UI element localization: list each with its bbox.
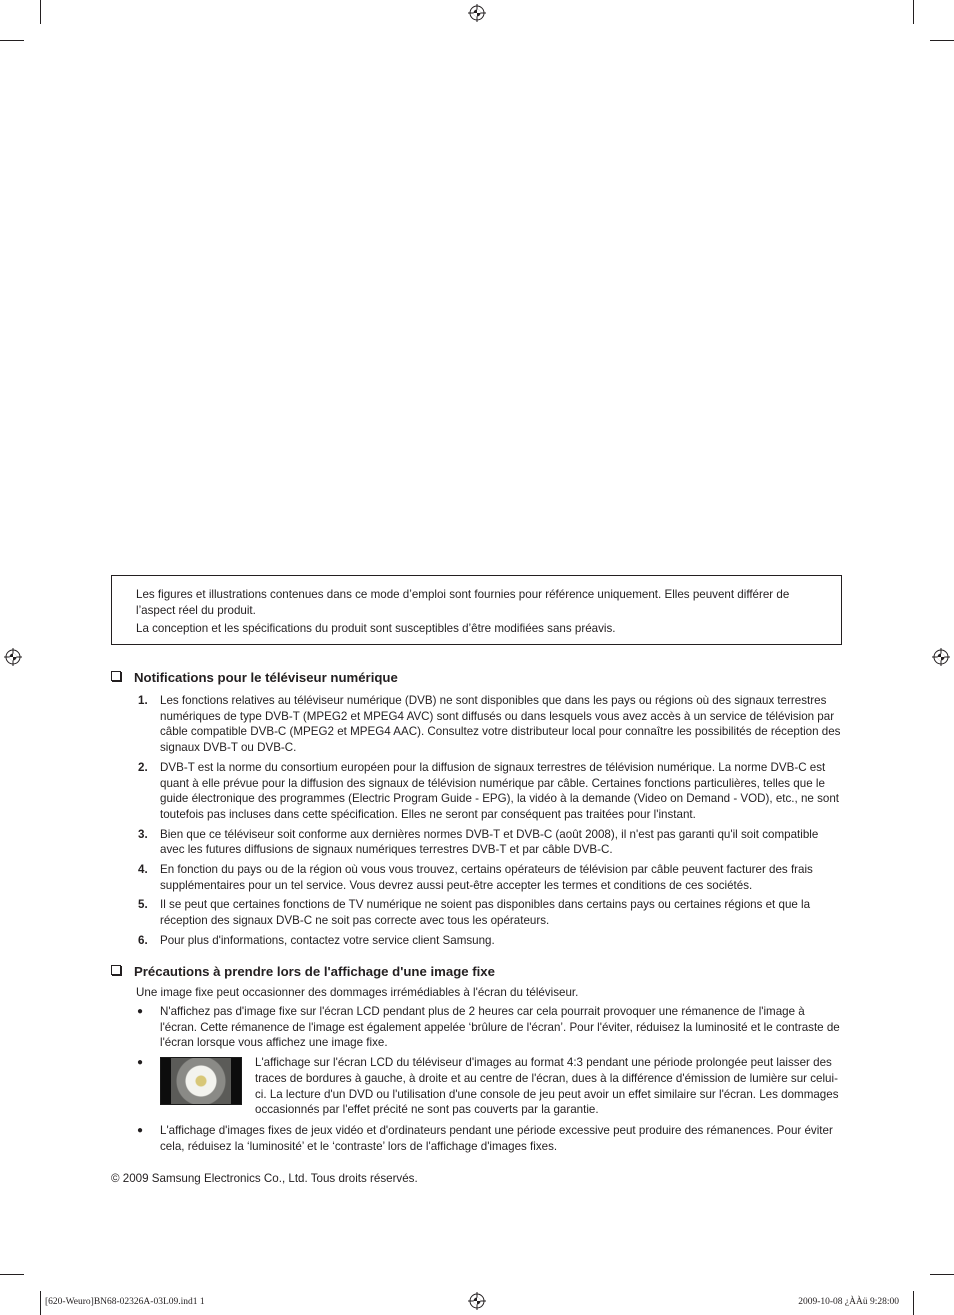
- item-text: Bien que ce téléviseur soit conforme aux dernières normes DVB-T et DVB-C (août 2008), il n'est pas garanti qu'il soit compatible avec les futures diffusions de signaux numériques terrestres DVB-T et par câble DVB-C.: [160, 827, 819, 857]
- print-slug-timestamp: 2009-10-08 ¿ÀÀü 9:28:00: [798, 1297, 899, 1307]
- crop-mark: [0, 40, 24, 41]
- item-number: 1.: [138, 694, 148, 707]
- crop-mark: [930, 1274, 954, 1275]
- bullet-icon: ●: [137, 1125, 144, 1137]
- item-text: N'affichez pas d'image fixe sur l'écran LCD pendant plus de 2 heures car cela pourrait provoquer une rémanence de l'image à l'écran. Cette rémanence de l'image est également appelée ‘brûlure de l'écran’. Pour l'éviter, réduisez la luminosité et le contraste de l'écran lorsque vous affichez une image fixe.: [160, 1005, 840, 1050]
- copyright-notice: © 2009 Samsung Electronics Co., Ltd. Tous droits réservés.: [111, 1172, 418, 1185]
- bullet-list: [111, 1004, 841, 1159]
- section-title: Notifications pour le téléviseur numérique: [134, 670, 398, 685]
- checkbox-bullet-icon: [111, 965, 121, 975]
- crop-mark: [913, 1291, 914, 1315]
- item-text: Les fonctions relatives au téléviseur numérique (DVB) ne sont disponibles que dans les pays ou régions où des signaux terrestres numériques de type DVB-T (MPEG2 et MPEG4 AVC) sont diffusés ou dans lesquels vous avez accès à un service de télévision par câble compatible DVB-C (MPEG2 et MPEG4 AAC). Consultez votre distributeur local pour connaître les possibilités de réception des signaux DVB-T ou DVB-C.: [160, 694, 841, 755]
- list-item: [111, 693, 841, 756]
- item-text: Pour plus d'informations, contactez votre service client Samsung.: [160, 933, 495, 947]
- item-text: L'affichage d'images fixes de jeux vidéo et d'ordinateurs pendant une période excessive peut produire des rémanences. Pour éviter cela, réduisez la ‘luminosité’ et le ‘contraste’ lors de l'affichage d'images fixes.: [160, 1124, 833, 1153]
- crop-mark: [913, 0, 914, 24]
- item-text: DVB-T est la norme du consortium européen pour la diffusion de signaux terrestres de télévision numérique. La norme DVB-C est quant à elle prévue pour la diffusion des signaux de télévision numérique par câble. Certaines fonctions particulières, telles que le guide électronique des programmes (Electric Program Guide - EPG), la vidéo à la demande (Video on Demand - VOD), etc., ne sont toutefois pas incluses dans cette spécification. Elles ne seront par conséquent pas traitées pour l'instant.: [160, 760, 839, 821]
- list-item: [111, 760, 841, 823]
- list-item: [111, 1123, 841, 1154]
- item-number: 5.: [138, 898, 148, 912]
- registration-mark-icon: [932, 648, 950, 666]
- disclaimer-paragraph: La conception et les spécifications du produit sont susceptibles d’être modifiées sans préavis.: [136, 622, 616, 635]
- item-text: L'affichage sur l'écran LCD du téléviseur d'images au format 4:3 pendant une période prolongée peut laisser des traces de bordures à gauche, à droite et au centre de l'écran, dues à la différence d'émission de lumière sur celui-ci. La lecture d'un DVD ou l'utilisation d'une console de jeu peut avoir un effet similaire sur l'écran. Les dommages occasionnés par l'effet précité ne sont pas couverts par la garantie.: [255, 1056, 839, 1117]
- registration-mark-icon: [4, 648, 22, 666]
- item-number: 2.: [138, 760, 148, 774]
- disclaimer-box: [111, 575, 842, 645]
- section-heading-still-image: [111, 964, 495, 980]
- list-item: [111, 1004, 841, 1051]
- crop-mark: [40, 1291, 41, 1315]
- crop-mark: [40, 0, 41, 24]
- disclaimer-paragraph: Les figures et illustrations contenues dans ce mode d’emploi sont fournies pour référence uniquement. Elles peuvent différer de l’aspect réel du produit.: [136, 588, 790, 617]
- bullet-icon: ●: [137, 1006, 144, 1017]
- item-text: Il se peut que certaines fonctions de TV numérique ne soient pas disponibles dans certains pays ou certaines régions et que la réception des signaux DVB-C ne soit pas correcte avec tous les opérateurs.: [160, 898, 811, 928]
- list-item: [111, 827, 841, 858]
- tv-still-image-thumbnail: [160, 1057, 242, 1105]
- section-title: Précautions à prendre lors de l'affichage d'une image fixe: [134, 964, 495, 979]
- registration-mark-icon: [468, 1292, 486, 1310]
- numbered-list: [111, 693, 841, 953]
- checkbox-bullet-icon: [111, 671, 121, 681]
- crop-mark: [930, 40, 954, 41]
- list-item-with-image: [111, 1055, 841, 1119]
- bullet-icon: ●: [137, 1057, 144, 1069]
- list-item: [111, 897, 841, 928]
- registration-mark-icon: [468, 4, 486, 22]
- item-number: 4.: [138, 863, 148, 877]
- list-item: [111, 933, 841, 949]
- item-text: En fonction du pays ou de la région où vous vous trouvez, certains opérateurs de télévision par câble peuvent facturer des frais supplémentaires pour un tel service. Vous devrez aussi peut-être accepter les termes et conditions de ces sociétés.: [160, 863, 813, 892]
- flower-image: [171, 1058, 231, 1104]
- section-intro: Une image fixe peut occasionner des dommages irrémédiables à l'écran du téléviseur.: [136, 986, 579, 999]
- item-number: 3.: [138, 827, 148, 841]
- item-number: 6.: [138, 933, 148, 947]
- section-heading-digital-tv: [111, 670, 398, 686]
- print-slug-filename: [620-Weuro]BN68-02326A-03L09.ind1 1: [45, 1297, 205, 1307]
- list-item: [111, 862, 841, 893]
- crop-mark: [0, 1274, 24, 1275]
